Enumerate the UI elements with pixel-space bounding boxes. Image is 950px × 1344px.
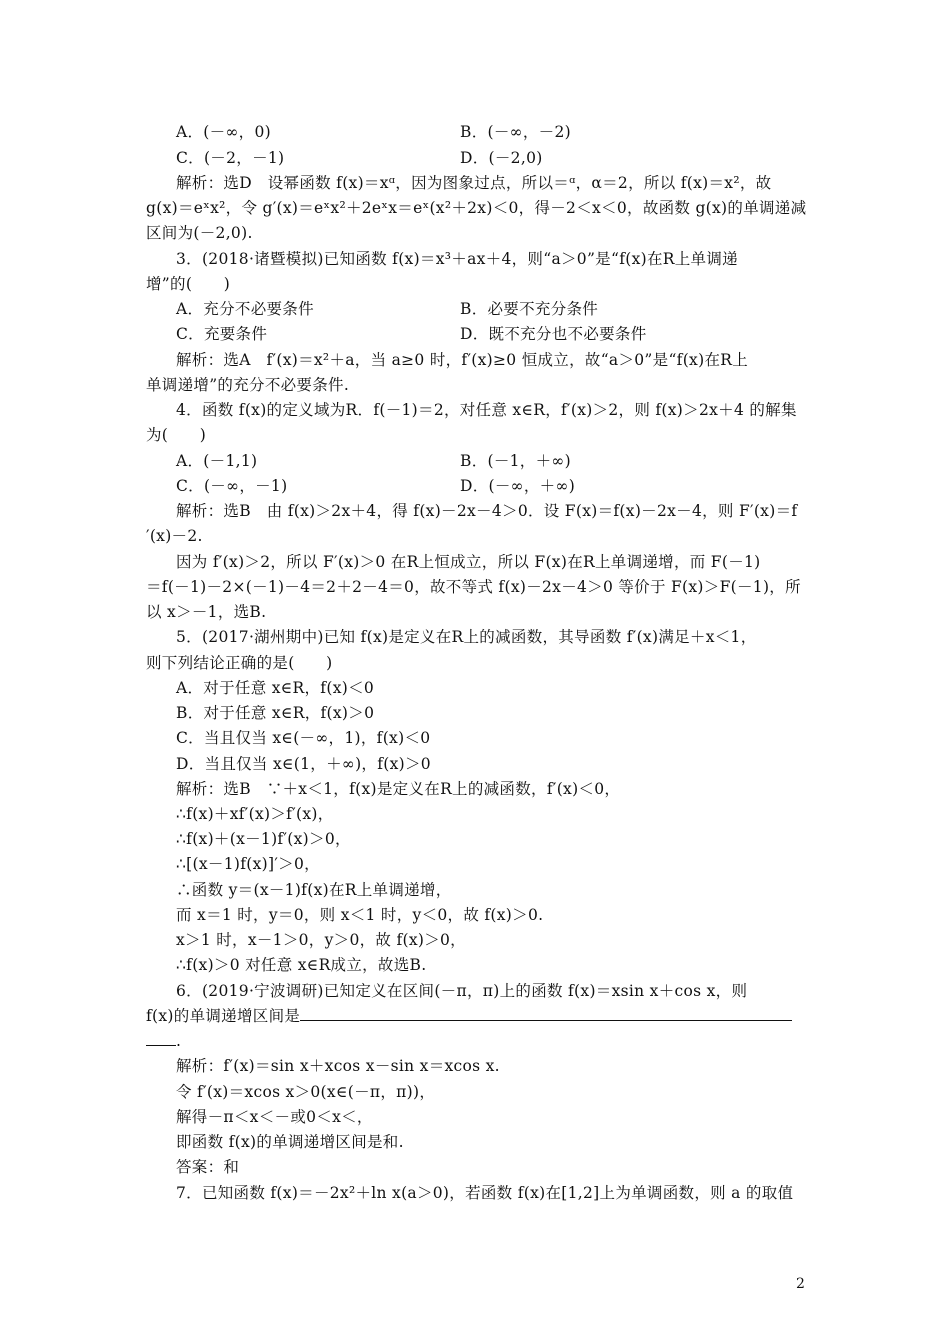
text-line: [146, 651, 808, 676]
text-line: [460, 474, 800, 499]
text-line: [176, 625, 808, 650]
line-text: 6．(2019·宁波调研)已知定义在区间(－π，π)上的函数 f(x)＝xsin x＋cos x，则: [176, 982, 748, 1000]
line-text: x＞1 时，x－1＞0，y＞0，故 f(x)＞0，: [176, 931, 466, 949]
text-line: [176, 550, 808, 575]
text-line: [176, 247, 808, 272]
text-line: [460, 146, 800, 171]
text-line: [176, 1054, 808, 1079]
line-text: A．充分不必要条件: [176, 300, 314, 318]
line-text: C．(－∞，－1): [176, 477, 288, 495]
text-line: [176, 1105, 808, 1130]
text-line: [176, 499, 808, 524]
text-line: [176, 1130, 808, 1155]
line-text: D．(－∞，＋∞): [460, 477, 576, 495]
line-text: 解析：选B ∵＋x＜1，f(x)是定义在R上的减函数，f′(x)＜0，: [176, 780, 621, 798]
text-line: [176, 979, 808, 1004]
text-line: [176, 348, 808, 373]
line-suffix: .: [176, 1032, 182, 1050]
line-text: ∴函数 y＝(x－1)f(x)在R上单调递增，: [176, 881, 452, 899]
text-line: [176, 398, 808, 423]
text-line: [176, 878, 808, 903]
line-text: ∴f(x)＋xf′(x)＞f′(x)，: [176, 805, 334, 823]
line-text: 7．已知函数 f(x)＝－2x²＋ln x(a＞0)，若函数 f(x)在[1,2]上为单调函数，则 a 的取值: [176, 1184, 794, 1202]
line-text: 解得－π＜x＜－或0＜x＜，: [176, 1108, 373, 1126]
line-text: C．(－2，－1): [176, 149, 285, 167]
text-line: [176, 777, 808, 802]
line-text: C．充要条件: [176, 325, 268, 343]
text-line: [176, 171, 808, 196]
answer-blank: [146, 1031, 176, 1046]
text-line: [176, 928, 808, 953]
text-line: [176, 701, 808, 726]
line-text: 而 x＝1 时，y＝0，则 x＜1 时，y＜0，故 f(x)＞0.: [176, 906, 544, 924]
line-text: 区间为(－2,0).: [146, 224, 253, 242]
line-text: 因为 f′(x)＞2，所以 F′(x)＞0 在R上恒成立，所以 F(x)在R上单调递增，而 F(－1): [176, 553, 761, 571]
text-line: [146, 272, 808, 297]
text-line: [146, 423, 808, 448]
line-text: A．对于任意 x∈R，f(x)＜0: [176, 679, 375, 697]
text-line: [176, 852, 808, 877]
text-line: [176, 752, 808, 777]
text-line: [146, 221, 808, 246]
text-line: [146, 373, 808, 398]
text-line: [176, 903, 808, 928]
text-line: [176, 1080, 808, 1105]
text-line: [146, 575, 808, 600]
text-line: [146, 1004, 808, 1029]
text-line: [460, 449, 800, 474]
line-text: B．(－1，＋∞): [460, 452, 571, 470]
line-text: ′(x)－2.: [146, 527, 203, 545]
text-line: [176, 1155, 808, 1180]
line-text: 4．函数 f(x)的定义域为R．f(－1)＝2，对任意 x∈R，f′(x)＞2，则 f(x)＞2x＋4 的解集: [176, 401, 797, 419]
line-text: 单调递增”的充分不必要条件.: [146, 376, 350, 394]
line-text: ∴f(x)＞0 对任意 x∈R成立，故选B.: [176, 956, 427, 974]
line-text: g(x)＝eˣx²，令 g′(x)＝eˣx²＋2eˣx＝eˣ(x²＋2x)＜0，得－2＜x＜0，故函数 g(x)的单调递减: [146, 199, 807, 217]
line-text: B．必要不充分条件: [460, 300, 599, 318]
line-text: A．(－∞，0): [176, 123, 271, 141]
line-text: D．既不充分也不必要条件: [460, 325, 647, 343]
line-text: D．当且仅当 x∈(1，＋∞)，f(x)＞0: [176, 755, 431, 773]
line-text: D．(－2,0): [460, 149, 543, 167]
line-text: 答案：和: [176, 1158, 240, 1176]
line-text: 解析：选B 由 f(x)＞2x＋4，得 f(x)－2x－4＞0．设 F(x)＝f(x)－2x－4，则 F′(x)＝f: [176, 502, 798, 520]
line-text: 令 f′(x)＝xcos x＞0(x∈(－π，π))，: [176, 1083, 436, 1101]
page-number: 2: [796, 1276, 805, 1292]
line-text: 以 x＞－1，选B.: [146, 603, 267, 621]
text-line: [460, 120, 800, 145]
text-line: [146, 600, 808, 625]
line-text: A．(－1,1): [176, 452, 258, 470]
text-line: [460, 322, 800, 347]
line-text: 则下列结论正确的是( ): [146, 654, 333, 672]
text-line: [176, 953, 808, 978]
line-text: ∴f(x)＋(x－1)f′(x)＞0，: [176, 830, 351, 848]
text-line: [460, 297, 800, 322]
line-text: 3．(2018·诸暨模拟)已知函数 f(x)＝x³＋ax＋4，则“a＞0”是“f(x)在R上单调递: [176, 250, 738, 268]
text-line: [176, 1181, 808, 1206]
text-line: [176, 802, 808, 827]
answer-blank: [300, 1006, 792, 1021]
text-line: [176, 827, 808, 852]
text-line: [176, 726, 808, 751]
line-text: 增”的( ): [146, 275, 231, 293]
line-text: 解析：选A f′(x)＝x²＋a，当 a≥0 时，f′(x)≥0 恒成立，故“a＞0”是“f(x)在R上: [176, 351, 749, 369]
line-text: f(x)的单调递增区间是: [146, 1007, 301, 1025]
line-text: 即函数 f(x)的单调递增区间是和.: [176, 1133, 404, 1151]
line-text: ∴[(x－1)f(x)]′＞0，: [176, 855, 320, 873]
text-line: [146, 196, 808, 221]
line-text: 为( ): [146, 426, 207, 444]
text-line: [176, 676, 808, 701]
line-text: 5．(2017·湖州期中)已知 f(x)是定义在R上的减函数，其导函数 f′(x)满足＋x＜1，: [176, 628, 757, 646]
text-line: [146, 1029, 808, 1054]
line-text: B．对于任意 x∈R，f(x)＞0: [176, 704, 375, 722]
line-text: C．当且仅当 x∈(－∞，1)，f(x)＜0: [176, 729, 431, 747]
line-text: B．(－∞，－2): [460, 123, 571, 141]
line-text: 解析：选D 设幂函数 f(x)＝xᵅ，因为图象过点，所以＝ᵅ，α＝2，所以 f(x)＝x²，故: [176, 174, 772, 192]
line-text: ＝f(－1)－2×(－1)－4＝2＋2－4＝0，故不等式 f(x)－2x－4＞0 等价于 F(x)＞F(－1)，所: [146, 578, 801, 596]
text-line: [146, 524, 808, 549]
line-text: 解析：f′(x)＝sin x＋xcos x－sin x＝xcos x.: [176, 1057, 500, 1075]
